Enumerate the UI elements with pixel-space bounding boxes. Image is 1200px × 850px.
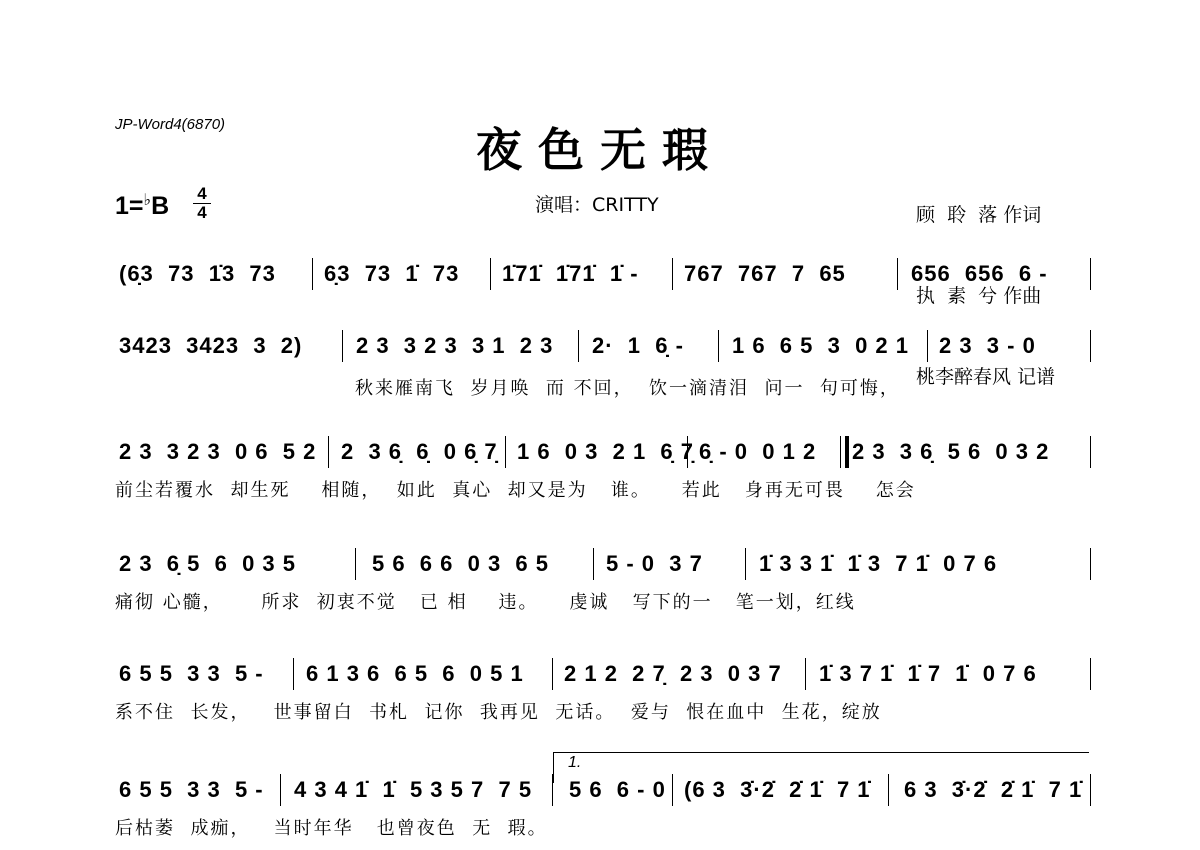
barline — [552, 658, 553, 690]
measure: 2 3 6̣ 6̣ 0 6̣ 7̣ — [341, 439, 498, 464]
measure: 2 3 3 - 0 — [939, 333, 1036, 358]
barline — [1090, 774, 1091, 806]
measure: 6 1 3 6 6 5 6 0 5 1 — [306, 661, 524, 686]
barline — [888, 774, 889, 806]
composer-credit: 执 素 兮 作曲 — [916, 285, 1042, 307]
measure: 6 3 3̇·2̇ 2̇ 1̇ 7 1̇ — [904, 777, 1083, 802]
measure: 4 3 4 1̇ 1̇ 5 3 5 7 7 5 — [294, 777, 533, 802]
measure: 5 6 6 - 0 — [569, 777, 666, 802]
volta-number: 1. — [568, 754, 582, 771]
barline — [718, 330, 719, 362]
barline — [1090, 330, 1091, 362]
barline — [897, 258, 898, 290]
transcriber-credit: 桃李醉春风 记谱 — [916, 366, 1056, 388]
measure: (6̣3 73 1̇3 73 — [119, 261, 276, 286]
key-prefix: 1= — [115, 192, 144, 220]
barline — [745, 548, 746, 580]
flat-symbol: ♭ — [143, 192, 152, 209]
barline — [312, 258, 313, 290]
barline — [328, 436, 329, 468]
barline — [1090, 258, 1091, 290]
measure: 5 - 0 3 7 — [606, 551, 703, 576]
lyricist-credit: 顾 聆 落 作词 — [916, 204, 1042, 226]
lyrics-line: 系不住 长发， 世事留白 书札 记你 我再见 无话。 爱与 恨在血中 生花，绽放 — [115, 702, 882, 723]
barline — [805, 658, 806, 690]
notation-line — [115, 654, 1090, 694]
measure: 2 3 6̣ 5 6 0 3 5 — [119, 551, 297, 576]
barline — [687, 436, 688, 468]
measure: 1̇ 3 7 1̇ 1̇ 7 1̇ 0 7 6 — [819, 661, 1037, 686]
measure: 3423 3423 3 2) — [119, 333, 303, 358]
measure: 2 3 3 2 3 0 6 5 2 — [119, 439, 317, 464]
repeat-barline — [840, 436, 841, 468]
measure: 6̣3 73 1̇ 73 — [324, 261, 460, 286]
measure: 2· 1 6̣ - — [592, 333, 684, 358]
barline — [355, 548, 356, 580]
barline — [672, 774, 673, 806]
measure: 767 767 7 65 — [684, 261, 846, 286]
barline — [490, 258, 491, 290]
key-signature — [115, 190, 169, 221]
barline — [593, 548, 594, 580]
barline — [1090, 436, 1091, 468]
time-signature — [193, 186, 211, 221]
barline — [1090, 548, 1091, 580]
measure: 1̇71̇ 1̇71̇ 1̇ - — [502, 261, 639, 286]
notation-line — [115, 254, 1090, 294]
barline — [672, 258, 673, 290]
measure: 6 5 5 3 3 5 - — [119, 777, 264, 802]
barline — [342, 330, 343, 362]
key-note: B — [151, 192, 170, 220]
lyrics-line: 痛彻 心髓， 所求 初衷不觉 已 相 违。 虔诚 写下的一 笔一划，红线 — [115, 592, 856, 613]
barline — [552, 774, 553, 806]
measure: 1̇ 3 3 1̇ 1̇ 3 7 1̇ 0 7 6 — [759, 551, 998, 576]
barline — [1090, 658, 1091, 690]
measure: 5 6 6 6 0 3 6 5 — [372, 551, 550, 576]
measure: 1 6 6 5 3 0 2 1 — [732, 333, 910, 358]
barline — [505, 436, 506, 468]
barline — [293, 658, 294, 690]
measure: 2 3 3 2 3 3 1 2 3 — [356, 333, 554, 358]
notation-line — [115, 326, 1090, 366]
measure: 1 6 0 3 2 1 6̣ 7̣ — [517, 439, 695, 464]
software-label: JP-Word4(6870) — [115, 116, 226, 133]
measure: (6 3 3̇·2̇ 2̇ 1̇ 7 1̇ — [684, 777, 871, 802]
measure: 6̣ - 0 0 1 2 — [699, 439, 817, 464]
time-signature-bottom: 4 — [197, 203, 207, 222]
notation-line — [115, 770, 1090, 810]
song-title: 夜色无瑕 — [476, 123, 724, 177]
lyrics-line: 秋来雁南飞 岁月唤 而 不回， 饮一滴清泪 问一 句可悔， — [355, 378, 900, 399]
lyrics-line: 前尘若覆水 却生死 相随， 如此 真心 却又是为 谁。 若此 身再无可畏 怎会 — [115, 480, 916, 501]
barline — [578, 330, 579, 362]
notation-line — [115, 544, 1090, 584]
measure: 2 1 2 2 7̣ 2 3 0 3 7 — [564, 661, 782, 686]
measure: 2 3 3 6̣ 5 6 0 3 2 — [852, 439, 1050, 464]
notation-line — [115, 432, 1090, 472]
measure: 656 656 6 - — [911, 261, 1048, 286]
lyrics-line: 后枯萎 成痂， 当时年华 也曾夜色 无 瑕。 — [115, 818, 548, 839]
singer-credit: 演唱：CRITTY — [535, 194, 659, 216]
measure: 6 5 5 3 3 5 - — [119, 661, 264, 686]
barline — [280, 774, 281, 806]
time-signature-top: 4 — [197, 184, 207, 203]
barline — [927, 330, 928, 362]
